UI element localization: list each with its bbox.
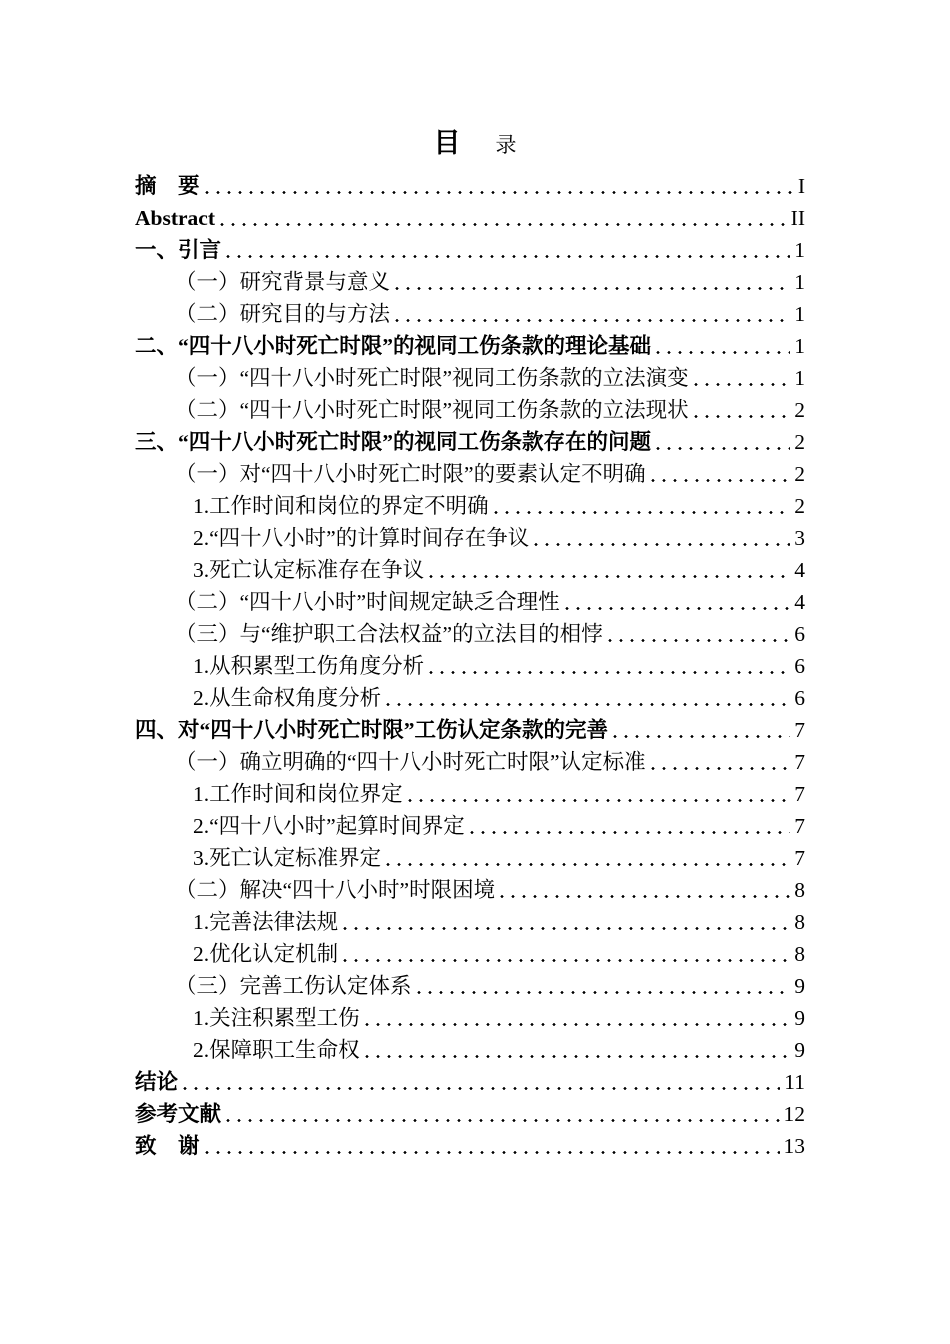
toc-entry[interactable] xyxy=(135,1034,805,1066)
toc-dot-leader xyxy=(425,554,793,586)
toc-entry-page-number: 2 xyxy=(794,462,805,486)
toc-entry-page-number: I xyxy=(797,174,805,198)
toc-dot-leader xyxy=(413,970,794,1002)
toc-entry-page-number: 1 xyxy=(794,238,805,262)
toc-entry[interactable] xyxy=(135,586,805,618)
toc-entry-label: （一）确立明确的“四十八小时死亡时限”认定标准 xyxy=(175,750,646,774)
toc-entry-label: 致 谢 xyxy=(135,1134,200,1158)
toc-entry-label: 2.优化认定机制 xyxy=(193,942,339,966)
toc-entry[interactable] xyxy=(135,938,805,970)
toc-dot-leader xyxy=(647,458,794,490)
toc-dot-leader xyxy=(609,714,793,746)
toc-dot-leader xyxy=(216,202,790,234)
toc-title-main: 目 xyxy=(433,128,461,158)
toc-dot-leader xyxy=(361,1002,794,1034)
toc-entry[interactable] xyxy=(135,426,805,458)
toc-entry-page-number: 3 xyxy=(794,526,805,550)
toc-dot-leader xyxy=(201,1130,783,1162)
toc-entry-page-number: 1 xyxy=(794,302,805,326)
toc-entry-page-number: 11 xyxy=(784,1070,805,1094)
toc-entry-label: （一）对“四十八小时死亡时限”的要素认定不明确 xyxy=(175,462,646,486)
toc-dot-leader xyxy=(652,330,793,362)
toc-dot-leader xyxy=(530,522,793,554)
toc-dot-leader xyxy=(496,874,793,906)
toc-entry[interactable] xyxy=(135,1098,805,1130)
toc-entry[interactable] xyxy=(135,362,805,394)
toc-entry-page-number: 7 xyxy=(794,750,805,774)
toc-dot-leader xyxy=(222,1098,782,1130)
toc-entry-page-number: 7 xyxy=(794,782,805,806)
toc-entry-page-number: 13 xyxy=(783,1134,805,1158)
toc-entry-page-number: 7 xyxy=(794,718,805,742)
toc-entry[interactable] xyxy=(135,970,805,1002)
toc-dot-leader xyxy=(690,394,794,426)
toc-entry-label: 2.保障职工生命权 xyxy=(193,1038,360,1062)
toc-entry-label: Abstract xyxy=(135,206,216,230)
toc-entry[interactable] xyxy=(135,746,805,778)
toc-entry[interactable] xyxy=(135,394,805,426)
toc-entry-label: 一、引言 xyxy=(135,238,222,262)
toc-entry-label: 1.工作时间和岗位的界定不明确 xyxy=(193,494,489,518)
toc-entry-page-number: 2 xyxy=(794,494,805,518)
toc-dot-leader xyxy=(604,618,794,650)
toc-entry-page-number: 2 xyxy=(794,398,805,422)
toc-entry[interactable] xyxy=(135,906,805,938)
toc-entry-page-number: 1 xyxy=(794,366,805,390)
toc-entry-label: 3.死亡认定标准存在争议 xyxy=(193,558,425,582)
toc-entry-label: （三）完善工伤认定体系 xyxy=(175,974,412,998)
toc-dot-leader xyxy=(647,746,794,778)
toc-entry[interactable] xyxy=(135,1002,805,1034)
toc-dot-leader xyxy=(179,1066,783,1098)
toc-entry[interactable] xyxy=(135,842,805,874)
toc-entry-label: （三）与“维护职工合法权益”的立法目的相悖 xyxy=(175,622,603,646)
toc-title-sub: 录 xyxy=(495,133,517,157)
toc-entry[interactable] xyxy=(135,650,805,682)
toc-dot-leader xyxy=(561,586,794,618)
toc-entry-page-number: 1 xyxy=(794,334,805,358)
toc-entry-page-number: 8 xyxy=(794,878,805,902)
toc-entry-page-number: 2 xyxy=(794,430,805,454)
toc-dot-leader xyxy=(425,650,793,682)
toc-entry-label: 2.“四十八小时”起算时间界定 xyxy=(193,814,465,838)
toc-entry[interactable] xyxy=(135,330,805,362)
toc-entry-label: 2.“四十八小时”的计算时间存在争议 xyxy=(193,526,530,550)
toc-entry-label: 2.从生命权角度分析 xyxy=(193,686,382,710)
toc-entry-page-number: 12 xyxy=(783,1102,805,1126)
toc-entry[interactable] xyxy=(135,234,805,266)
toc-dot-leader xyxy=(404,778,794,810)
toc-entry-page-number: 6 xyxy=(794,622,805,646)
toc-entry[interactable] xyxy=(135,874,805,906)
toc-dot-leader xyxy=(382,842,793,874)
toc-entry-page-number: 9 xyxy=(794,974,805,998)
toc-entry[interactable] xyxy=(135,202,805,234)
toc-entry[interactable] xyxy=(135,490,805,522)
toc-entry[interactable] xyxy=(135,682,805,714)
toc-entry[interactable] xyxy=(135,522,805,554)
toc-entry-label: 1.工作时间和岗位界定 xyxy=(193,782,403,806)
toc-entry[interactable] xyxy=(135,778,805,810)
toc-entry-page-number: II xyxy=(790,206,805,230)
toc-entry-label: 1.完善法律法规 xyxy=(193,910,339,934)
toc-entry[interactable] xyxy=(135,810,805,842)
toc-dot-leader xyxy=(201,170,797,202)
toc-entry-label: 二、“四十八小时死亡时限”的视同工伤条款的理论基础 xyxy=(135,334,652,358)
toc-entry-page-number: 9 xyxy=(794,1006,805,1030)
toc-entry-label: （一）“四十八小时死亡时限”视同工伤条款的立法演变 xyxy=(175,366,689,390)
toc-entry-page-number: 7 xyxy=(794,814,805,838)
toc-entry[interactable] xyxy=(135,266,805,298)
toc-dot-leader xyxy=(361,1034,794,1066)
toc-entry-label: 结论 xyxy=(135,1070,179,1094)
toc-entry[interactable] xyxy=(135,618,805,650)
toc-dot-leader xyxy=(382,682,793,714)
toc-entry-page-number: 7 xyxy=(794,846,805,870)
toc-dot-leader xyxy=(490,490,794,522)
toc-entry-page-number: 8 xyxy=(794,942,805,966)
toc-entry-label: 1.从积累型工伤角度分析 xyxy=(193,654,425,678)
toc-entry[interactable] xyxy=(135,714,805,746)
toc-entry-label: （二）“四十八小时死亡时限”视同工伤条款的立法现状 xyxy=(175,398,689,422)
toc-entry-label: （二）解决“四十八小时”时限困境 xyxy=(175,878,496,902)
toc-dot-leader xyxy=(339,906,793,938)
toc-entry[interactable] xyxy=(135,298,805,330)
toc-entry-label: 3.死亡认定标准界定 xyxy=(193,846,382,870)
toc-entry-label: （二）“四十八小时”时间规定缺乏合理性 xyxy=(175,590,560,614)
toc-entry[interactable] xyxy=(135,554,805,586)
toc-dot-leader xyxy=(652,426,793,458)
toc-entry-label: （二）研究目的与方法 xyxy=(175,302,391,326)
toc-entry-label: 参考文献 xyxy=(135,1102,222,1126)
toc-dot-leader xyxy=(339,938,793,970)
toc-dot-leader xyxy=(690,362,794,394)
toc-dot-leader xyxy=(391,298,793,330)
toc-entry[interactable] xyxy=(135,458,805,490)
toc-entry-page-number: 4 xyxy=(794,558,805,582)
toc-dot-leader xyxy=(466,810,794,842)
toc-list xyxy=(135,170,805,1162)
toc-entry[interactable] xyxy=(135,1066,805,1098)
toc-entry-label: 1.关注积累型工伤 xyxy=(193,1006,360,1030)
toc-entry[interactable] xyxy=(135,1130,805,1162)
toc-entry-label: 四、对“四十八小时死亡时限”工伤认定条款的完善 xyxy=(135,718,609,742)
toc-entry-page-number: 4 xyxy=(794,590,805,614)
toc-dot-leader xyxy=(222,234,793,266)
toc-entry-page-number: 6 xyxy=(794,686,805,710)
toc-entry-page-number: 1 xyxy=(794,270,805,294)
toc-entry-page-number: 9 xyxy=(794,1038,805,1062)
toc-entry-label: 摘 要 xyxy=(135,174,200,198)
toc-entry-page-number: 6 xyxy=(794,654,805,678)
toc-title xyxy=(0,124,950,162)
toc-entry-label: （一）研究背景与意义 xyxy=(175,270,391,294)
toc-entry-label: 三、“四十八小时死亡时限”的视同工伤条款存在的问题 xyxy=(135,430,652,454)
toc-dot-leader xyxy=(391,266,793,298)
toc-entry-page-number: 8 xyxy=(794,910,805,934)
toc-entry[interactable] xyxy=(135,170,805,202)
